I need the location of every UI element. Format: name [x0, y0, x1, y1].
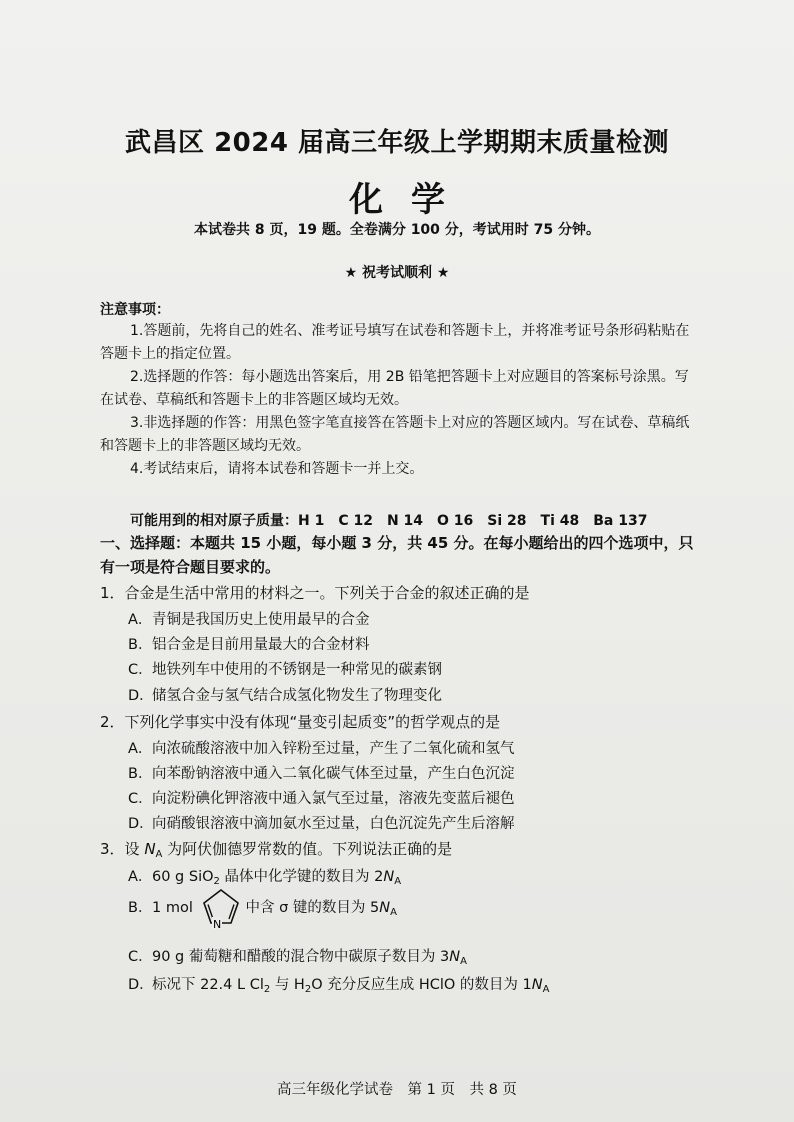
option-label: B．: [128, 900, 153, 916]
subscript: 2: [213, 876, 220, 887]
subscript: A: [394, 876, 402, 887]
exam-info: 本试卷共 8 页，19 题。全卷满分 100 分，考试用时 75 分钟。: [193, 222, 601, 238]
notes-heading: 注意事项：: [100, 302, 170, 318]
option-label: B．: [128, 637, 153, 653]
option-text: 储氢合金与氢气结合成氢化物发生了物理变化: [152, 688, 442, 704]
avogadro-symbol: N: [379, 900, 391, 916]
question-3-option-c: [128, 945, 467, 967]
subscript: 2: [304, 984, 312, 995]
option-label: A．: [128, 741, 153, 757]
option-label: C．: [128, 662, 153, 678]
question-3-stem: [100, 838, 452, 860]
option-label: D．: [128, 816, 154, 832]
option-text: 标况下 22.4 L Cl: [152, 977, 264, 993]
option-text: 60 g SiO: [152, 869, 214, 885]
option-label: A．: [128, 612, 153, 628]
avogadro-symbol: N: [449, 949, 461, 965]
option-label: A．: [128, 869, 153, 885]
option-text: 晶体中化学键的数目为 2: [219, 869, 384, 885]
exam-title: 武昌区 2024 届高三年级上学期期末质量检测: [125, 128, 669, 158]
subscript: A: [542, 984, 550, 995]
section-heading: 一、选择题：本题共 15 小题，每小题 3 分，共 45 分。在每小题给出的四个选项中，只有一项是符合题目要求的。: [100, 534, 694, 576]
option-text: 青铜是我国历史上使用最早的合金: [152, 612, 370, 628]
page-footer: 高三年级化学试卷 第 1 页 共 8 页: [277, 1082, 517, 1098]
option-text: 90 g 葡萄糖和醋酸的混合物中碳原子数目为 3: [152, 949, 450, 965]
option-label: C．: [128, 949, 153, 965]
option-text: O 充分反应生成 HClO 的数目为 1: [311, 977, 532, 993]
subscript: A: [460, 956, 467, 967]
question-2-option-c: [128, 787, 515, 808]
question-2-option-a: [128, 737, 515, 758]
subject-title: 化学: [349, 180, 473, 220]
option-label: B．: [128, 766, 153, 782]
question-3-option-b: [128, 884, 397, 937]
question-2-stem: 2．下列化学事实中没有体现“量变引起质变”的哲学观点的是: [100, 713, 501, 731]
subscript: 2: [263, 984, 271, 995]
ring-nitrogen-label: N: [213, 918, 222, 930]
stem-text: 为阿伏伽德罗常数的值。下列说法正确的是: [162, 840, 453, 858]
note-item-4: 4.考试结束后，请将本试卷和答题卡一并上交。: [130, 461, 424, 477]
note-item-2: 2.选择题的作答：每小题选出答案后，用 2B 铅笔把答题卡上对应题目的答案标号涂黑。写在试卷、草稿纸和答题卡上的非答题区域均无效。: [100, 369, 689, 408]
question-1-option-c: [128, 658, 442, 679]
option-text: 向硝酸银溶液中滴加氨水至过量，白色沉淀先产生后溶解: [152, 816, 515, 832]
question-1-option-b: [128, 633, 370, 654]
option-text: 向苯酚钠溶液中通入二氧化碳气体至过量，产生白色沉淀: [152, 766, 515, 782]
atomic-masses: 可能用到的相对原子质量：H 1 C 12 N 14 O 16 Si 28 Ti 48 Ba 137: [130, 513, 648, 529]
avogadro-symbol: N: [383, 869, 395, 885]
option-label: D．: [128, 977, 154, 993]
question-1-stem: 1．合金是生活中常用的材料之一。下列关于合金的叙述正确的是: [100, 584, 530, 602]
option-text: 地铁列车中使用的不锈钢是一种常见的碳素钢: [152, 662, 442, 678]
option-text: 与 H: [270, 977, 305, 993]
option-label: D．: [128, 688, 154, 704]
option-text: 中含 σ 键的数目为 5: [245, 900, 380, 916]
option-text: 向浓硫酸溶液中加入锌粉至过量，产生了二氧化硫和氢气: [152, 741, 515, 757]
pyrrole-ring-structure: [199, 886, 243, 930]
question-2-option-d: [128, 812, 515, 833]
option-text: 1 mol: [152, 900, 193, 916]
question-3-option-d: [128, 973, 549, 995]
stem-text: 3．设: [100, 840, 145, 858]
option-label: C．: [128, 791, 153, 807]
question-1-option-a: [128, 608, 370, 629]
subscript: A: [390, 907, 397, 918]
question-1-option-d: [128, 684, 442, 705]
note-item-1: 1.答题前，先将自己的姓名、准考证号填写在试卷和答题卡上，并将准考证号条形码粘贴在答题卡上的指定位置。: [100, 323, 690, 362]
question-2-option-b: [128, 762, 515, 783]
good-luck-line: ★ 祝考试顺利 ★: [344, 265, 450, 281]
option-text: 向淀粉碘化钾溶液中通入氯气至过量，溶液先变蓝后褪色: [152, 791, 515, 807]
note-item-3: 3.非选择题的作答：用黑色签字笔直接答在答题卡上对应的答题区域内。写在试卷、草稿纸和答题卡上的非答题区域均无效。: [100, 415, 690, 454]
avogadro-symbol: N: [144, 840, 156, 858]
subscript: A: [155, 849, 163, 860]
option-text: 铝合金是目前用量最大的合金材料: [152, 637, 370, 653]
avogadro-symbol: N: [531, 977, 543, 993]
